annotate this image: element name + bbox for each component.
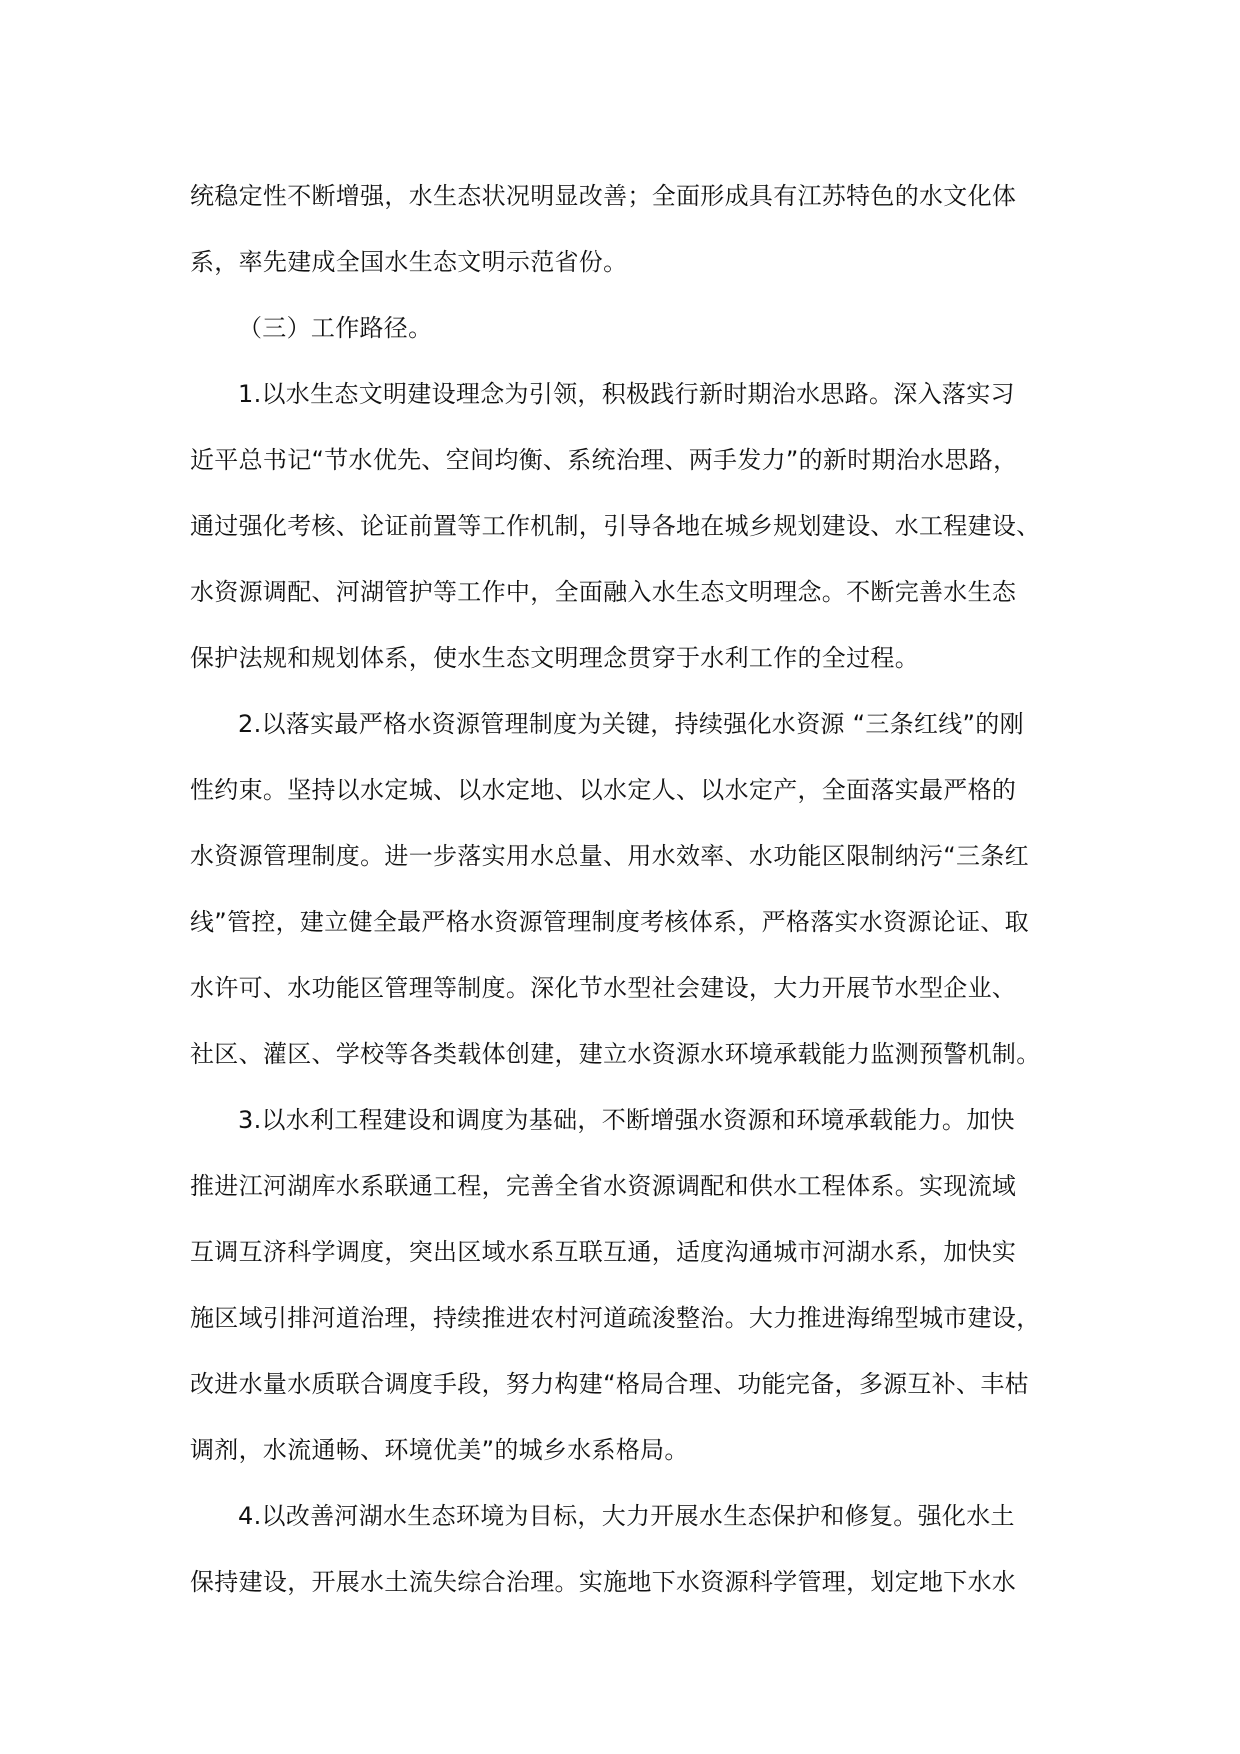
- text-line: 统稳定性不断增强，水生态状况明显改善；全面形成具有江苏特色的水文化体: [190, 182, 1017, 210]
- text-line: 保持建设，开展水土流失综合治理。实施地下水资源科学管理，划定地下水水: [190, 1568, 1017, 1596]
- text-line: 水资源调配、河湖管护等工作中，全面融入水生态文明理念。不断完善水生态: [190, 578, 1017, 606]
- text-line: 近平总书记“节水优先、空间均衡、系统治理、两手发力”的新时期治水思路，: [190, 446, 1018, 474]
- text-line: 通过强化考核、论证前置等工作机制，引导各地在城乡规划建设、水工程建设、: [190, 512, 1041, 540]
- text-line: 水资源管理制度。进一步落实用水总量、用水效率、水功能区限制纳污“三条红: [190, 842, 1029, 870]
- text-line: 互调互济科学调度，突出区域水系互联互通，适度沟通城市河湖水系，加快实: [190, 1238, 1017, 1266]
- text-line: 2.以落实最严格水资源管理制度为关键，持续强化水资源 “三条红线”的刚: [238, 710, 1024, 738]
- text-line: 水许可、水功能区管理等制度。深化节水型社会建设，大力开展节水型企业、: [190, 974, 1017, 1002]
- section-heading: （三）工作路径。: [238, 314, 433, 342]
- text-line: 社区、灌区、学校等各类载体创建，建立水资源水环境承载能力监测预警机制。: [190, 1040, 1041, 1068]
- document-body: [190, 163, 1070, 1615]
- text-line: 性约束。坚持以水定城、以水定地、以水定人、以水定产，全面落实最严格的: [190, 776, 1017, 804]
- text-line: 施区域引排河道治理，持续推进农村河道疏浚整治。大力推进海绵型城市建设，: [190, 1304, 1041, 1332]
- text-line: 推进江河湖库水系联通工程，完善全省水资源调配和供水工程体系。实现流域: [190, 1172, 1017, 1200]
- text-line: 4.以改善河湖水生态环境为目标，大力开展水生态保护和修复。强化水土: [238, 1502, 1015, 1530]
- text-line: 3.以水利工程建设和调度为基础，不断增强水资源和环境承载能力。加快: [238, 1106, 1015, 1134]
- text-line: 调剂，水流通畅、环境优美”的城乡水系格局。: [190, 1436, 689, 1464]
- text-line: 保护法规和规划体系，使水生态文明理念贯穿于水利工作的全过程。: [190, 644, 919, 672]
- text-line: 线”管控，建立健全最严格水资源管理制度考核体系，严格落实水资源论证、取: [190, 908, 1029, 936]
- text-line: 1.以水生态文明建设理念为引领，积极践行新时期治水思路。深入落实习: [238, 380, 1015, 408]
- text-line: 系，率先建成全国水生态文明示范省份。: [190, 248, 628, 276]
- text-line: 改进水量水质联合调度手段，努力构建“格局合理、功能完备，多源互补、丰枯: [190, 1370, 1029, 1398]
